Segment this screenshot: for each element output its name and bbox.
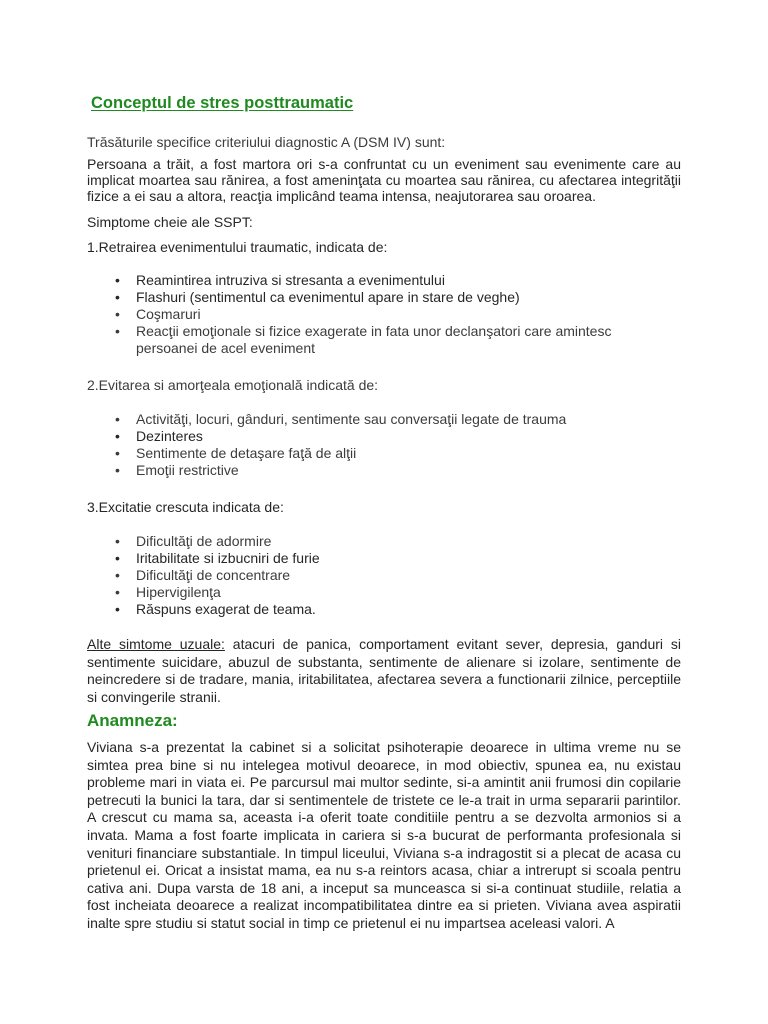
list-item: • Hipervigilenţa <box>115 584 221 600</box>
anamnesis-paragraph: Viviana s-a prezentat la cabinet si a solicitat psihoterapie deoarece in ultima vreme nu se simtea prea bine si nu intelegea motivul deoarece, in mod obiectiv, spunea ea, nu existau probleme mari in viata ei. Pe parcursul mai multor sedinte, si-a amintit anii frumosi din copilarie petrecuti la bunici la tara, dar si sentimentele de tristete ce le-a trait in urma separarii parintilor. A crescut cu mama sa, aceasta i-a oferit toate conditiile pentru a se dezvolta armonios si a invata. Mama a fost foarte implicata in cariera si s-a bucurat de performanta profesionala si venituri financiare substantiale. In timpul liceului, Viviana s-a indragostit si a plecat de acasa cu prietenul ei. Oricat a insistat mama, ea nu s-a reintors acasa, chiar a intrerupt si scoala pentru cativa ani. Dupa varsta de 18 ani, a inceput sa munceasca si si-a continuat studiile, relatia a fost incheiata deoarece a realizat incompatibilitatea dintre ea si prieten. Viviana avea aspiratii inalte spre studiu si statut social in timp ce prietenul ei nu impartsea aceleasi valori. A <box>87 739 681 931</box>
list-item: • Dificultăţi de adormire <box>115 533 272 549</box>
list-item: • Dezinteres <box>115 428 203 444</box>
bullet-icon: • <box>115 289 120 305</box>
bullet-icon: • <box>115 550 120 566</box>
bullet-icon: • <box>115 272 120 288</box>
other-symptoms-paragraph <box>87 636 681 706</box>
section1-heading: 1.Retrairea evenimentului traumatic, indicata de: <box>87 239 388 255</box>
bullet-icon: • <box>115 584 120 600</box>
list-item: • Activităţi, locuri, gânduri, sentimente sau conversaţii legate de trauma <box>115 411 567 427</box>
list-item: • Sentimente de detaşare faţă de alţii <box>115 445 357 461</box>
bullet-icon: • <box>115 533 120 549</box>
bullet-icon: • <box>115 323 120 339</box>
list-item: • Emoţii restrictive <box>115 462 239 478</box>
bullet-icon: • <box>115 306 120 322</box>
bullet-icon: • <box>115 411 120 427</box>
list-item: • Dificultăţi de concentrare <box>115 567 291 583</box>
section2-list <box>112 411 672 479</box>
key-symptoms-heading: Simptome cheie ale SSPT: <box>87 214 253 230</box>
bullet-icon: • <box>115 445 120 461</box>
other-symptoms-text: atacuri de panica, comportament evitant sever, depresia, ganduri si sentimente suicidare, abuzul de substanta, sentimente de alienare si izolare, sentimente de neincredere si de tradare, mania, iritabilitatea, afectarea severa a functionarii zilnice, perceptiile si convingerile stranii. <box>87 636 682 705</box>
section3-heading: 3.Excitatie crescuta indicata de: <box>87 499 284 515</box>
bullet-icon: • <box>115 567 120 583</box>
list-item: • Flashuri (sentimentul ca evenimentul apare in stare de veghe) <box>115 289 520 305</box>
list-item: • Răspuns exagerat de teama. <box>115 601 316 617</box>
bullet-icon: • <box>115 601 120 617</box>
section3-list <box>112 533 652 618</box>
bullet-icon: • <box>115 462 120 478</box>
list-item: • Reacţii emoţionale si fizice exagerate in fata unor declanşatori care amintesc persoanei de acel eveniment <box>115 323 612 356</box>
intro-paragraph: Persoana a trăit, a fost martora ori s-a confruntat cu un eveniment sau evenimente care au implicat moartea sau rănirea, a fost ameninţata cu moartea sau rănirea, cu afectarea integrităţii fizice a ei sau a altora, reacţia implicând teama intensa, neajutorarea sau oroarea. <box>87 156 681 204</box>
intro-line: Trăsăturile specifice criteriului diagnostic A (DSM IV) sunt: <box>87 134 446 150</box>
bullet-icon: • <box>115 428 120 444</box>
section2-heading: 2.Evitarea si amorţeala emoţională indicată de: <box>87 377 379 393</box>
list-item: • Coşmaruri <box>115 306 201 322</box>
other-symptoms-label: Alte simtome uzuale: <box>87 636 225 652</box>
list-item: • Iritabilitate si izbucniri de furie <box>115 550 320 566</box>
list-item: • Reamintirea intruziva si stresanta a evenimentului <box>115 272 445 288</box>
section1-list <box>112 272 652 357</box>
anamnesis-heading: Anamneza: <box>87 711 178 730</box>
page-title: Conceptul de stres posttraumatic <box>91 94 354 112</box>
